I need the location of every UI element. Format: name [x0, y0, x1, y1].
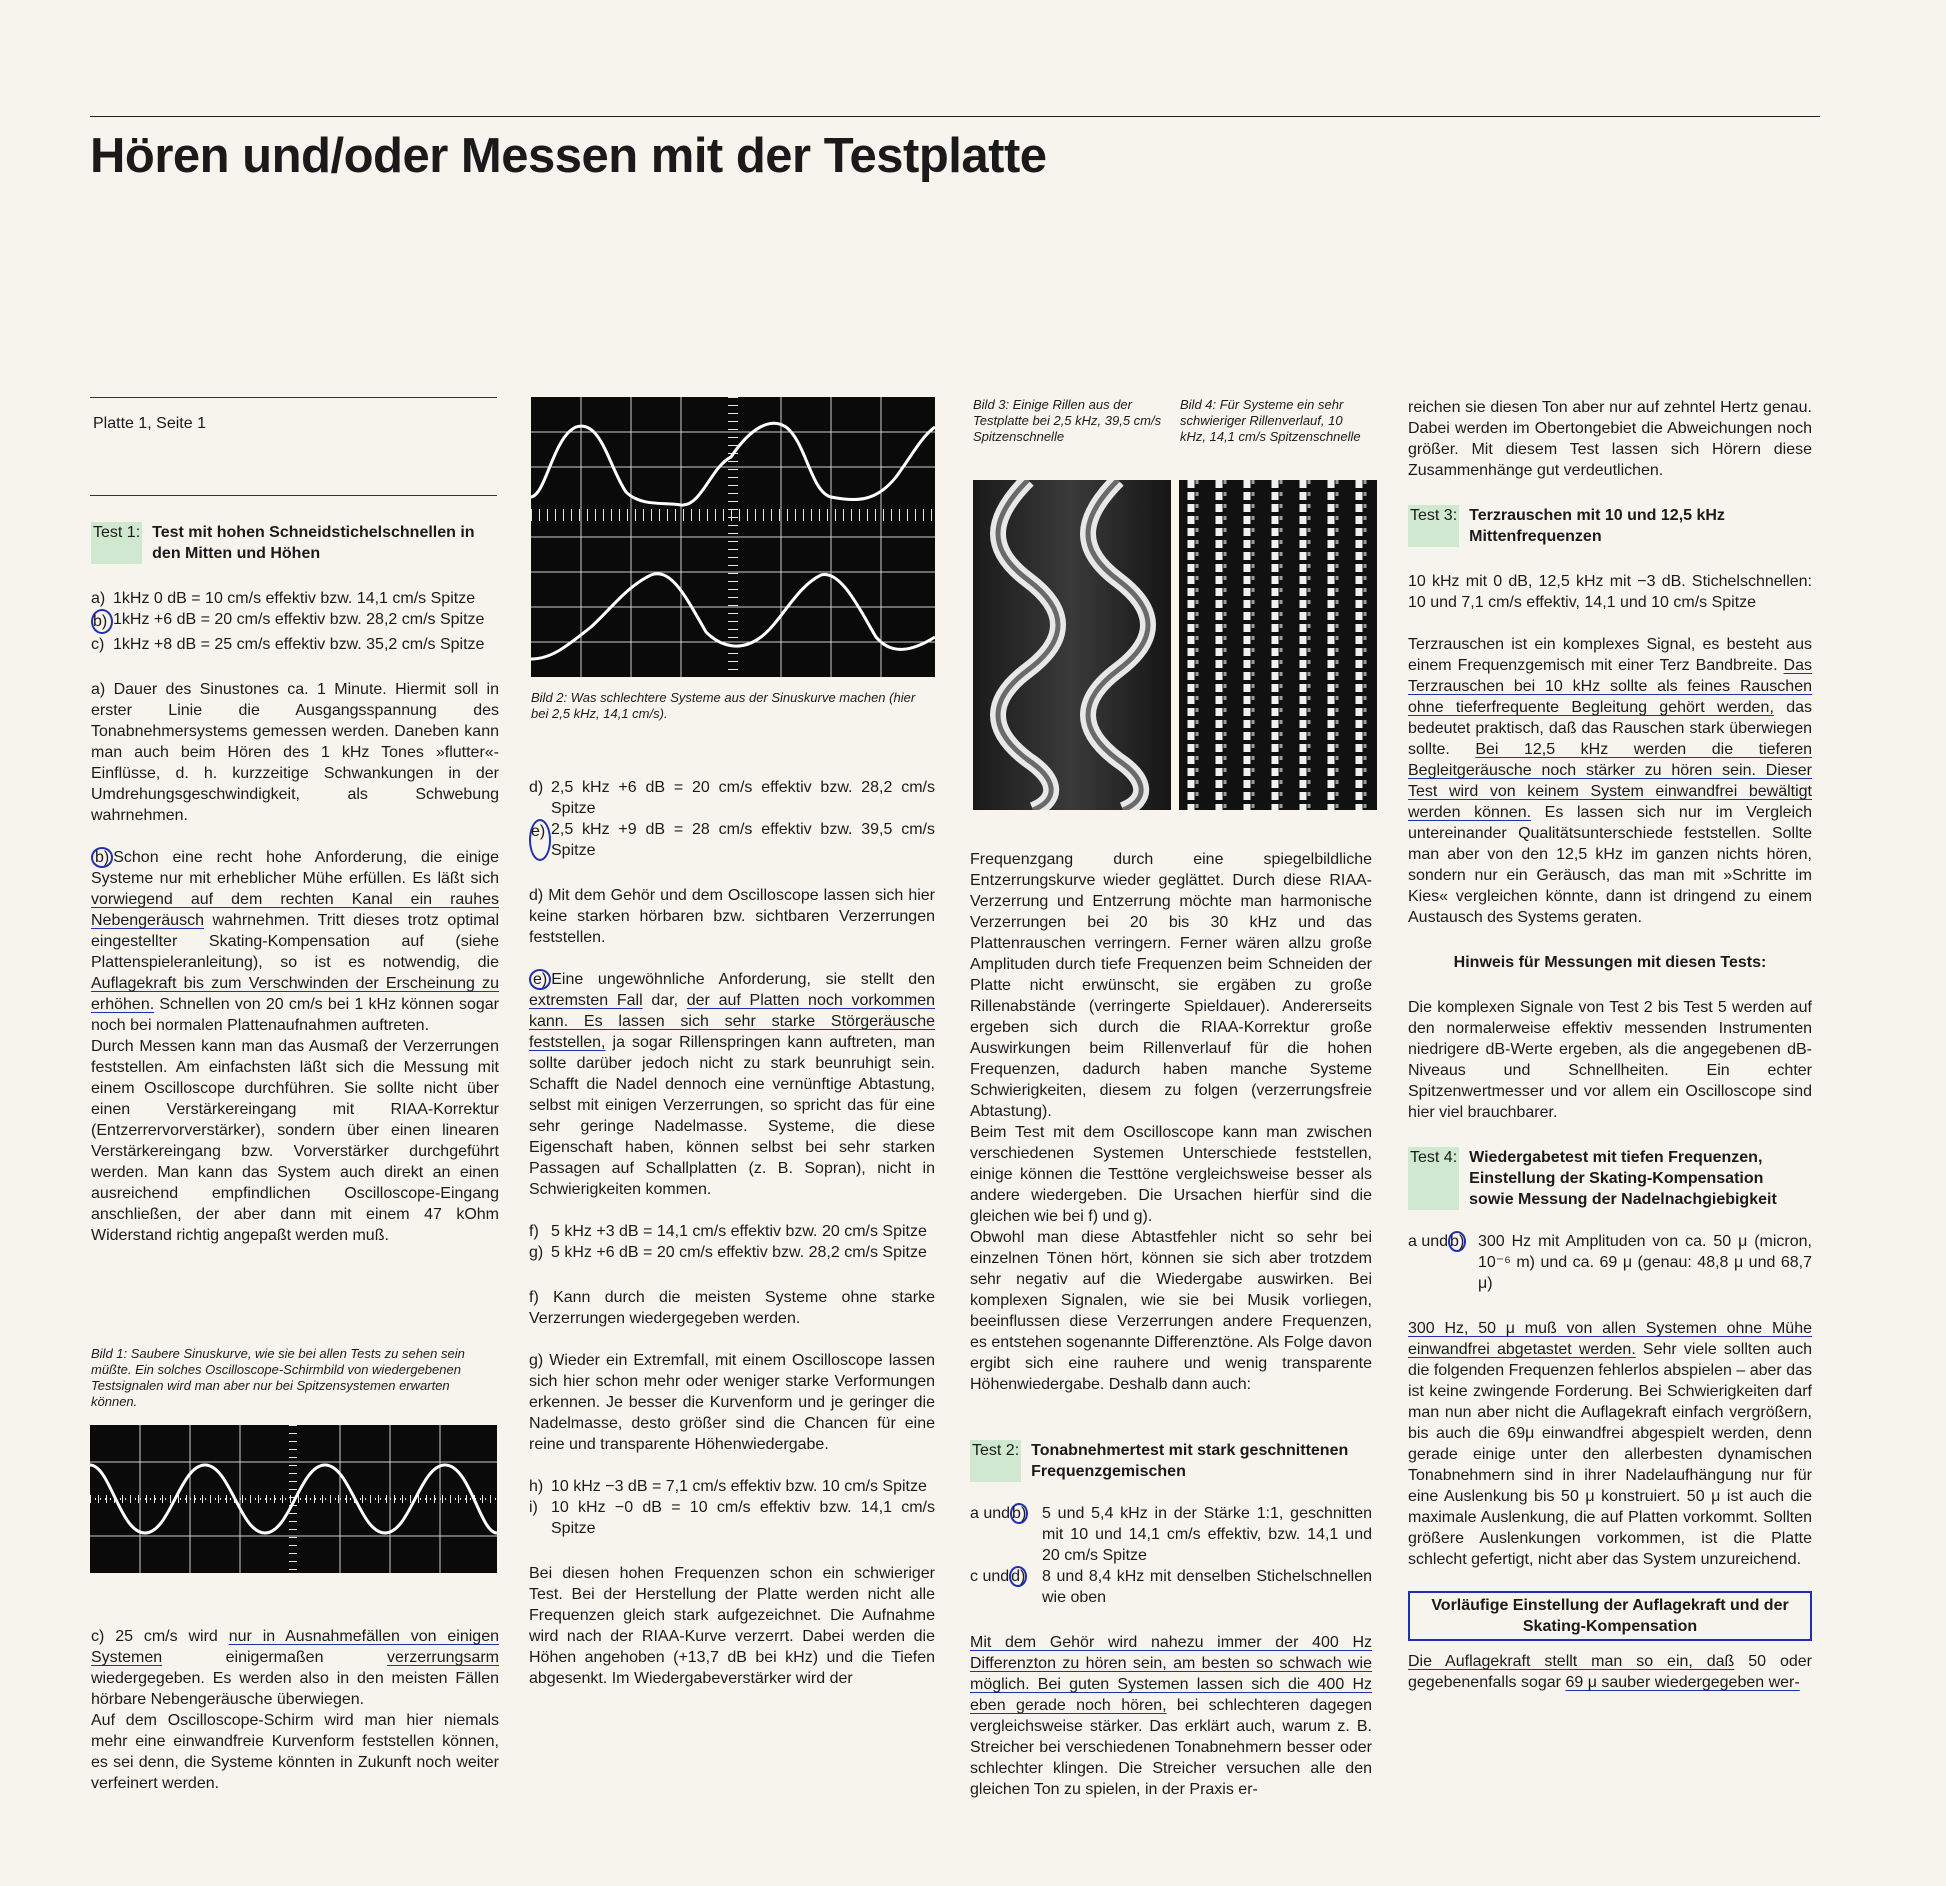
item-text: 10 kHz −0 dB = 10 cm/s effektiv bzw. 14,1 cm/s Spitze	[551, 1499, 935, 1537]
paragraph: d) Mit dem Gehör und dem Oscilloscope lassen sich hier keine starken hörbaren bzw. sichtbaren Verzerrungen feststellen.	[529, 887, 935, 946]
column-4	[1408, 397, 1812, 1693]
paragraph: Die Auflagekraft stellt man so ein, daß 50 oder gegebenenfalls sogar 69 μ sauber wiedergegeben wer-	[1408, 1653, 1812, 1691]
paragraph: Auf dem Oscilloscope-Schirm wird man hier niemals mehr eine einwandfreie Kurvenform feststellen können, es sei denn, die Systeme könnten in Zukunft noch weiter verfeinert werden.	[91, 1712, 499, 1792]
test3-heading	[1408, 505, 1812, 547]
item-key: c und d)	[970, 1568, 1026, 1585]
item-text: 5 und 5,4 kHz in der Stärke 1:1, geschnitten mit 10 und 14,1 cm/s effektiv, bzw. 14,1 und 20 cm/s Spitze	[1042, 1505, 1372, 1564]
item-key: f)	[529, 1223, 539, 1240]
items-de	[529, 777, 935, 861]
figure-caption: Bild 1: Saubere Sinuskurve, wie sie bei allen Tests zu sehen sein müßte. Ein solches Oscilloscope-Schirmbild von wiedergebenen Testsignalen wird man aber nur bei Spitzensystemen erwarten können.	[91, 1346, 465, 1409]
item-key: i)	[529, 1499, 538, 1516]
paragraph: g) Wieder ein Extremfall, mit einem Oscilloscope lassen sich hier schon mehr oder weniger starke Verformungen erkennen. Je besser die Kurvenform und je geringer die Nadelmasse, desto größer sind die Chancen für eine reine und transparente Höhenwiedergabe.	[529, 1352, 935, 1453]
item-text: 5 kHz +6 dB = 20 cm/s effektiv bzw. 28,2 cm/s Spitze	[551, 1244, 927, 1261]
test-title: Terzrauschen mit 10 und 12,5 kHz Mittenfrequenzen	[1469, 507, 1725, 545]
page-title: Hören und/oder Messen mit der Testplatte	[90, 129, 1047, 183]
paragraph: 10 kHz mit 0 dB, 12,5 kHz mit −3 dB. Stichelschnellen: 10 und 7,1 cm/s effektiv, 14,1 und 10 cm/s Spitze	[1408, 573, 1812, 611]
paragraph: Frequenzgang durch eine spiegelbildliche Entzerrungskurve wieder geglättet. Durch diese RIAA-Verzerrung und Entzerrung möchte man harmonische Verzerrungen bei 20 bis 30 kHz und das Plattenrauschen verringern. Ferner wären allzu große Amplituden durch tiefe Frequenzen beim Schneiden der Platte nicht erwünscht, sie ergäben zu große Rillenabstände (verringerte Spieldauer). Andererseits ergeben sich durch die RIAA-Korrektur große Auswirkungen beim Rillenverlauf für die hohen Frequenzen, dadurch haben manche Systeme Schwierigkeiten, diesem zu folgen (verzerrungsfreie Abtastung).	[970, 851, 1372, 1120]
figure-caption: Bild 4: Für Systeme ein sehr schwieriger Rillenverlauf, 10 kHz, 14,1 cm/s Spitzenschnelle	[1180, 397, 1361, 444]
test2-heading	[970, 1440, 1372, 1482]
item-key: a)	[91, 590, 106, 607]
paragraph: e) Eine ungewöhnliche Anforderung, sie stellt den extremsten Fall dar, der auf Platten noch vorkommen kann. Es lassen sich sehr starke Störgeräusche feststellen, ja sogar Rillenspringen kann auftreten, man sollte darüber jedoch nicht zu stark beunruhigt sein. Schafft die Nadel dennoch eine vernünftige Abtastung, selbst mit einigen Verzerrungen, so spricht das für eine sehr geringe Nadelmasse. Systeme, die diese Eigenschaft haben, können selbst bei sehr starken Passagen auf Schallplatten (z. B. Sopran), nicht in Schwierigkeiten kommen.	[529, 971, 936, 1198]
rule	[90, 495, 497, 496]
figure-caption: Bild 3: Einige Rillen aus der Testplatte bei 2,5 kHz, 39,5 cm/s Spitzenschnelle	[973, 397, 1162, 444]
column-1-bottom	[91, 1626, 499, 1794]
item-text: 1kHz +6 dB = 20 cm/s effektiv bzw. 28,2 cm/s Spitze	[113, 611, 485, 628]
test-title: Test mit hohen Schneidstichelschnellen in den Mitten und Höhen	[152, 524, 475, 562]
box-heading	[1408, 1591, 1812, 1641]
hint-title: Hinweis für Messungen mit diesen Tests:	[1453, 954, 1767, 971]
item-key: d)	[529, 779, 544, 796]
item-key: b)	[91, 609, 113, 634]
paragraph: Durch Messen kann man das Ausmaß der Verzerrungen feststellen. Am einfachsten läßt sich die Messung mit einem Oscilloscope durchführen. Sie sollte nicht über einen Verstärkereingang mit RIAA-Korrektur (Entzerrervorverstärker), sondern über einen linearen Verstärkereingang bzw. Vorverstärker durchgeführt werden. Man kann das System auch direkt an einen ausreichend empfindlichen Oscilloscope-Eingang anschließen, der aber dann mit einem 47 kOhm Widerstand richtig angepaßt werden muß.	[91, 1038, 499, 1244]
boxed-title: Vorläufige Einstellung der Auflagekraft und der Skating-Kompensation	[1408, 1591, 1812, 1641]
rule	[90, 397, 497, 398]
item-key: g)	[529, 1244, 544, 1261]
test4-items	[1408, 1231, 1812, 1294]
para-key: e)	[529, 969, 551, 990]
paragraph: a) Dauer des Sinustones ca. 1 Minute. Hiermit soll in erster Linie die Ausgangsspannung des Tonabnehmersystems gemessen werden. Daneben kann man auch beim Hören des 1 kHz Tones »flutter«-Einflüsse, d. h. kurzzeitige Schwankungen in der Umdrehungsgeschwindigkeit, als Schwebung wahrnehmen.	[91, 681, 499, 824]
test-label: Test 2:	[970, 1440, 1021, 1482]
paragraph: Mit dem Gehör wird nahezu immer der 400 Hz Differenzton zu hören sein, am besten so schwach wie möglich. Bei guten Systemen lassen sich die 400 Hz eben gerade noch hören, bei schlechteren dagegen vergleichsweise stärker. Das erklärt auch, warum z. B. Streicher bei verschiedenen Tonabnehmern besser oder schlechter klingen. Die Streicher versuchen alle den gleichen Ton zu spielen, in der Praxis er-	[970, 1634, 1372, 1798]
paragraph: Bei diesen hohen Frequenzen schon ein schwieriger Test. Bei der Herstellung der Platte werden nicht alle Frequenzen gleich stark aufgezeichnet. Die Aufnahme wird nach der RIAA-Kurve verzerrt. Dabei werden die Höhen angehoben (+13,7 dB bei kHz) und die Tiefen abgesenkt. Im Wiedergabeverstärker wird der	[529, 1565, 935, 1687]
item-text: 300 Hz mit Amplituden von ca. 50 μ (micron, 10⁻⁶ m) und ca. 69 μ (genau: 48,8 μ und 68,7 μ)	[1478, 1233, 1812, 1292]
groove-photo-bild4	[1179, 480, 1377, 810]
test1-items	[91, 588, 499, 655]
test-title: Wiedergabetest mit tiefen Frequenzen, Einstellung der Skating-Kompensation sowie Messung der Nadelnachgiebigkeit	[1469, 1149, 1777, 1208]
items-fg	[529, 1221, 935, 1263]
paragraph: b) Schon eine recht hohe Anforderung, die einige Systeme nur mit erheblicher Mühe erfüllen. Es läßt sich vorwiegend auf dem rechten Kanal ein rauhes Nebengeräusch wahrnehmen. Tritt dieses trotz optimal eingestellter Skating-Kompensation auf (siehe Plattenspieleranleitung), so ist es notwendig, die Auflagekraft bis zum Verschwinden der Erscheinung zu erhöhen. Schnellen von 20 cm/s bei 1 kHz können sogar noch bei normalen Plattenaufnahmen auftreten.	[91, 849, 499, 1034]
item-key: a und b)	[1408, 1233, 1465, 1250]
oscilloscope-bild1	[90, 1425, 497, 1573]
test2-items	[970, 1503, 1372, 1608]
paragraph: f) Kann durch die meisten Systeme ohne starke Verzerrungen wiedergegeben werden.	[529, 1289, 935, 1327]
paragraph: Beim Test mit dem Oscilloscope kann man zwischen verschiedenen Systemen Unterschiede feststellen, einige können die Testtöne vergleichsweise besser als andere wiedergeben. Die Ursachen hierfür sind die gleichen wie bei f) und g).	[970, 1124, 1372, 1225]
item-text: 1kHz +8 dB = 25 cm/s effektiv bzw. 35,2 cm/s Spitze	[113, 636, 485, 653]
item-text: 1kHz 0 dB = 10 cm/s effektiv bzw. 14,1 cm/s Spitze	[113, 590, 476, 607]
paragraph: c) 25 cm/s wird nur in Ausnahmefällen von einigen Systemen einigermaßen verzerrungsarm wiedergegeben. Es werden also in den meisten Fällen hörbare Nebengeräusche überwiegen.	[91, 1628, 499, 1708]
item-text: 5 kHz +3 dB = 14,1 cm/s effektiv bzw. 20 cm/s Spitze	[551, 1223, 927, 1240]
item-key: e)	[529, 819, 551, 861]
test-label: Test 3:	[1408, 505, 1459, 547]
item-key: a und b)	[970, 1505, 1027, 1522]
paragraph: Obwohl man diese Abtastfehler nicht so sehr bei einzelnen Tönen hört, können sie sich aber trotzdem sehr negativ auf die Wiedergabe auswirken. Bei komplexen Signalen, wie sie bei Musik vorliegen, beeinflussen diese Verzerrungen andere Frequenzen, es entstehen sogenannte Differenztöne. Als Folge davon ergibt sich eine rauhere und wenig transparente Höhenwiedergabe. Deshalb dann auch:	[970, 1229, 1372, 1393]
figure-caption: Bild 2: Was schlechtere Systeme aus der Sinuskurve machen (hier bei 2,5 kHz, 14,1 cm/s).	[531, 690, 916, 721]
item-key: h)	[529, 1478, 544, 1495]
items-hi	[529, 1476, 935, 1539]
item-text: 2,5 kHz +6 dB = 20 cm/s effektiv bzw. 28,2 cm/s Spitze	[551, 779, 935, 817]
top-rule	[90, 116, 1820, 117]
oscilloscope-bild2	[531, 397, 935, 677]
test1-heading	[91, 522, 499, 564]
para-key: b)	[91, 847, 113, 868]
column-2	[529, 777, 935, 1689]
item-text: 8 und 8,4 kHz mit denselben Stichelschnellen wie oben	[1042, 1568, 1372, 1606]
test-label: Test 1:	[91, 522, 142, 564]
paragraph: Die komplexen Signale von Test 2 bis Test 5 werden auf den normalerweise effektiv messenden Instrumenten niedrigere dB-Werte ergeben, als die angegebenen dB-Niveaus und Schnellheiten. Ein echter Spitzenwertmesser und vor allem ein Oscilloscope sind hier viel brauchbarer.	[1408, 999, 1812, 1121]
paragraph: 300 Hz, 50 μ muß von allen Systemen ohne Mühe einwandfrei abgetastet werden. Sehr viele sollten auch die folgenden Frequenzen fehlerlos abspielen – aber das ist keine zwingende Forderung. Bei Schwierigkeiten darf man nun aber nicht die Auflagekraft einfach vergrößern, bis auch die 69μ einwandfrei abgespielt werden, denn gerade einige unter den allerbesten dynamischen Tonabnehmern sind in ihrer Nadelaufhängung nur für eine Auslenkung bis 50 μ konstruiert. 50 μ ist auch die maximale Auslenkung, die auf Platten vorkommt. Sollten größere Auslenkungen vorkommen, ist die Platte schlecht gefertigt, nicht aber das System unzureichend.	[1408, 1320, 1812, 1568]
test-label: Test 4:	[1408, 1147, 1459, 1210]
item-text: 2,5 kHz +9 dB = 28 cm/s effektiv bzw. 39,5 cm/s Spitze	[551, 821, 935, 859]
item-text: 10 kHz −3 dB = 7,1 cm/s effektiv bzw. 10 cm/s Spitze	[551, 1478, 927, 1495]
column-3	[970, 849, 1372, 1800]
test-title: Tonabnehmertest mit stark geschnittenen Frequenzgemischen	[1031, 1442, 1349, 1480]
item-key: c)	[91, 636, 105, 653]
paragraph: reichen sie diesen Ton aber nur auf zehntel Hertz genau. Dabei werden im Obertongebiet die Abweichungen noch größer. Mit diesem Test lassen sich Hörern diese Zusammenhänge gut verdeutlichen.	[1408, 399, 1812, 479]
column-1	[91, 522, 499, 1246]
side-label: Platte 1, Seite 1	[93, 415, 206, 432]
groove-photo-bild3	[973, 480, 1171, 810]
paragraph: Terzrauschen ist ein komplexes Signal, es besteht aus einem Frequenzgemisch mit einer Terz Bandbreite. Das Terzrauschen bei 10 kHz sollte als feines Rauschen ohne tieferfrequente Begleitung gehört werden, das bedeutet praktisch, daß das Rauschen stark überwiegen sollte. Bei 12,5 kHz werden die tieferen Begleitgeräusche noch stärker zu hören sein. Dieser Test wird von keinem System einwandfrei bewältigt werden können. Es lassen sich nur im Vergleich untereinander Qualitätsunterschiede feststellen. Sollte man aber von den 12,5 kHz im ganzen nichts hören, sondern nur ein Geräusch, das man mit »Schritte im Kies« vergleichen könnte, dann ist dringend zu einem Austausch des Systems geraten.	[1408, 636, 1813, 926]
test4-heading	[1408, 1147, 1812, 1210]
